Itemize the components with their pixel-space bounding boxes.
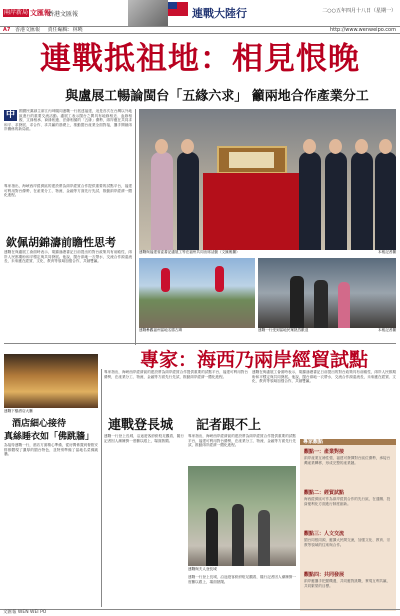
crowd-photo xyxy=(258,258,396,328)
page-number: A7 xyxy=(3,27,11,33)
main-photo-caption: 連戰與福建省委書記盧展工等在福州共同出席活動（文匯報攝） xyxy=(139,250,240,254)
hotel-photo xyxy=(4,354,98,408)
masthead-photo xyxy=(128,0,168,26)
sidebar-item xyxy=(304,489,392,525)
red-table xyxy=(203,173,303,250)
sidebar-item xyxy=(304,530,392,566)
gold-plaque xyxy=(217,146,287,174)
main-photo xyxy=(139,109,396,250)
page-footer: 文匯報 WEN WEI PO xyxy=(0,609,400,616)
expert-body-right: 連戰在與盧展工會面時表示，胡錦濤總書記日前提出的對台政策具有前瞻性，兩岸人民都期盼和平穩定與共同發展。他說，閩台兩地一衣帶水，交流合作源遠流長，未來應在經貿、文化、教育等領域加強合作，共創雙贏。 xyxy=(252,370,396,384)
hotel-caption: 連戰下榻酒店大廳 xyxy=(4,409,33,413)
sidebar-item-body: 兩岸應攜手把握機遇，共同應對挑戰，實現互利共贏、共同繁榮的目標。 xyxy=(304,579,391,588)
sidebar-item-heading: 觀點二：經貿試點 xyxy=(304,490,345,496)
lead-paragraph xyxy=(4,109,132,178)
hu-column-body: 連戰在與盧展工會面時表示，胡錦濤總書記日前提出的對台政策具有前瞻性，兩岸人民都期盼和平穩定與共同發展。他說，閩台兩地一衣帶水，交流合作源遠流長，未來應在經貿、文化、教育等領域加強合作，共創雙贏。 xyxy=(4,250,132,264)
great-wall-body-2: 專家指出，海峽西岸經濟區的建設將為兩岸經貿合作提供重要的試點平台，福建可利用對台優勢，在產業分工、物流、金融等方面先行先試，推動兩岸經濟一體化進程。 xyxy=(188,434,296,448)
section-divider xyxy=(4,343,396,344)
mid-right-credit: 本報記者攝 xyxy=(378,328,396,332)
sidebar-title: 專家觀點 xyxy=(303,439,324,445)
sidebar-item-heading: 觀點一：產業對接 xyxy=(304,449,345,455)
reporters-heading: 記者跟不上 xyxy=(196,418,262,433)
drop-cap: 中 xyxy=(6,110,16,120)
great-wall-body: 連戰一行登上長城，沿途遊客紛紛駐足觀看，隨行記者因人潮擁擠一度難以跟上，場面熱鬧。 xyxy=(104,434,184,443)
editor-credit: 責任編輯：林曉 xyxy=(47,27,83,33)
mid-left-caption: 連戰參觀福州當地名勝古蹟 xyxy=(139,328,183,332)
column-divider xyxy=(135,109,136,345)
hu-column-intro: 專家指出，海峽西岸經濟區的建設將為兩岸經貿合作提供重要的試點平台，福建可利用對台優勢，在產業分工、物流、金融等方面先行先試，推動兩岸經濟一體化進程。 xyxy=(4,184,132,198)
masthead xyxy=(0,0,400,26)
sidebar-item-heading: 觀點四：共同發展 xyxy=(304,572,345,578)
publisher-name: 香港文匯報 xyxy=(48,11,79,18)
column-divider xyxy=(101,369,102,607)
great-wall-heading: 連戰登長城 xyxy=(108,418,174,433)
sub-headline: 與盧展工暢論閩台「五緣六求」 籲兩地合作產業分工 xyxy=(65,89,369,104)
buddha-heading: 真絲睡衣如「佛跳牆」 xyxy=(4,432,95,442)
sidebar-item-body: 海西經濟區可作為兩岸經貿合作的先行區，在通關、投資便利化方面進行制度創新。 xyxy=(304,497,391,506)
flag-icon xyxy=(168,2,188,16)
lead-text: 國國民黨副主席江丙坤隨同連戰一行抵達福建，這是首次在台灣以外地區進行的重要交流活動。盧展工表示閩台之間具有地緣相近、血緣相親、文緣相承、商緣相連、法緣相循的「五緣」優勢，兩岸應在共同求和平、求發展、求合作、求共贏的基礎上，推動閩台產業全面對接，攜手開創兩岸關係的新局面。 xyxy=(4,109,132,132)
main-headline: 連戰抵祖地：相見恨晚 xyxy=(40,41,360,77)
sidebar-item xyxy=(304,448,392,484)
expert-sidebar xyxy=(300,439,396,611)
sidebar-item xyxy=(304,571,392,607)
sidebar-item-body: 閩台同根同源，應擴大民間交流，加強文化、教育、宗教等領域的往來與合作。 xyxy=(304,538,391,547)
hotel-heading: 酒店細心接待 xyxy=(12,419,67,429)
sidebar-item-heading: 觀點三：人文交流 xyxy=(304,531,345,537)
main-photo-credit: 本報記者攝 xyxy=(378,250,396,254)
expert-body-left: 專家指出，海峽西岸經濟區的建設將為兩岸經貿合作提供重要的試點平台，福建可利用對台優勢，在產業分工、物流、金融等方面先行先試，推動兩岸經濟一體化進程。 xyxy=(104,370,248,379)
expert-section-heading: 專家：海西乃兩岸經貿試點 xyxy=(140,349,369,371)
issue-date: 二○○五年四月十八日（星期一） xyxy=(322,8,396,14)
hotel-body: 為接待連戰一行，酒店方面精心準備，從房間佈置到餐飲安排都體現了濃厚的閩台特色，並特別準備了當地名菜佛跳牆。 xyxy=(4,443,98,457)
hu-section-heading: 欽佩胡錦濤前瞻性思考 xyxy=(6,236,116,249)
great-wall-body-3: 連戰一行登上長城，沿途遊客紛紛駐足觀看，隨行記者因人潮擁擠一度難以跟上，場面熱鬧。 xyxy=(188,575,296,584)
mid-right-caption: 連戰一行受到當地民眾熱烈歡迎 xyxy=(258,328,309,332)
edition-label: 香港文匯報 xyxy=(14,27,40,33)
website-url: http://www.wenweipo.com xyxy=(329,27,396,33)
page-info-bar xyxy=(0,26,400,34)
sidebar-item-body: 兩岸產業互補性強，福建可發揮對台區位優勢，承接台灣產業轉移，形成完整的產業鏈。 xyxy=(304,456,391,465)
great-wall-photo xyxy=(188,466,296,566)
section-badge: 兩岸新局 xyxy=(3,9,28,16)
great-wall-caption: 連戰與夫人登長城 xyxy=(188,567,217,571)
series-title: 連戰大陸行 xyxy=(192,7,247,20)
red-lantern-photo xyxy=(139,258,255,328)
newspaper-logo: 文匯報 xyxy=(30,9,51,17)
